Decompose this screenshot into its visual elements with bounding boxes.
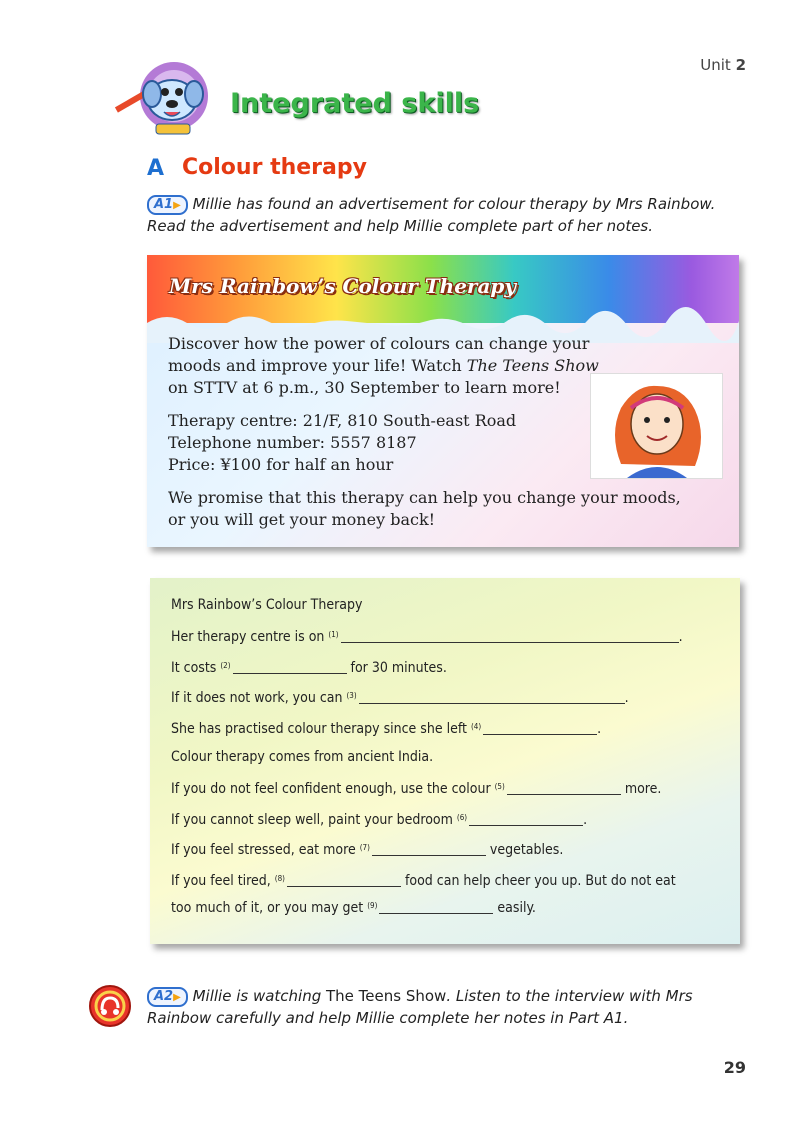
advert-intro: Discover how the power of colours can change your moods and improve your life! Watch The Teens Show on STTV at 6 p.m., 30 September to learn more!	[168, 334, 599, 397]
a2-tag: A2▶	[147, 987, 188, 1007]
unit-number: 2	[735, 56, 746, 74]
advert-promise: We promise that this therapy can help you change your moods, or you will get your money back!	[168, 488, 681, 529]
section-letter: A	[147, 156, 165, 181]
answer-blank-9[interactable]	[379, 899, 493, 914]
a2-instruction: A2▶ Millie is watching The Teens Show. Listen to the interview with Mrs Rainbow carefully and help Millie complete her notes in Part A1.	[147, 987, 693, 1027]
section-title: Colour therapy	[182, 155, 367, 180]
notes-line: If you do not feel confident enough, use the colour $^{(5)}$ more.	[171, 781, 662, 798]
notes-line: Colour therapy comes from ancient India.	[171, 748, 434, 765]
notes-line: She has practised colour therapy since she left $^{(4)}$ .	[171, 720, 602, 737]
notes-card	[150, 578, 740, 944]
listening-audio-icon[interactable]	[88, 984, 132, 1028]
advert-body	[168, 333, 681, 542]
notes-line: If it does not work, you can $^{(3)}$ .	[171, 690, 629, 707]
notes-line: If you feel tired, $^{(8)}$ food can help cheer you up. But do not eat	[171, 872, 676, 889]
answer-blank-5[interactable]	[507, 780, 621, 795]
a1-tag: A1▶	[147, 195, 188, 215]
answer-blank-4[interactable]	[483, 720, 597, 735]
answer-blank-2[interactable]	[233, 659, 347, 674]
notes-title: Mrs Rainbow’s Colour Therapy	[171, 597, 363, 613]
notes-line: If you feel stressed, eat more $^{(7)}$ vegetables.	[171, 842, 564, 859]
answer-blank-8[interactable]	[287, 872, 401, 887]
page-number: 29	[723, 1058, 746, 1077]
advert-price: Price: ¥100 for half an hour	[168, 455, 394, 474]
advertisement-card	[147, 255, 739, 547]
answer-blank-7[interactable]	[372, 841, 486, 856]
notes-line: Her therapy centre is on $^{(1)}$ .	[171, 629, 683, 646]
answer-blank-1[interactable]	[341, 628, 679, 643]
play-triangle-icon: ▶	[173, 200, 181, 211]
notes-line: It costs $^{(2)}$ for 30 minutes.	[171, 659, 447, 676]
advert-title: Mrs Rainbow’s Colour Therapy	[169, 274, 517, 298]
page-title: Integrated skills	[230, 88, 480, 119]
advert-details	[168, 410, 548, 476]
girl-illustration	[590, 373, 723, 479]
notes-line: If you cannot sleep well, paint your bedroom $^{(6)}$ .	[171, 811, 588, 828]
answer-blank-6[interactable]	[469, 811, 583, 826]
advert-phone: Telephone number: 5557 8187	[168, 433, 417, 452]
advert-centre: Therapy centre: 21/F, 810 South-east Road	[168, 411, 517, 430]
play-triangle-icon: ▶	[173, 992, 181, 1003]
notes-line: too much of it, or you may get $^{(9)}$ easily.	[171, 899, 536, 916]
mascot-dog-icon	[112, 58, 222, 138]
a1-instruction: A1▶ Millie has found an advertisement for colour therapy by Mrs Rainbow. Read the advertisement and help Millie complete part of her notes.	[147, 195, 716, 235]
unit-label: Unit 2	[700, 56, 746, 74]
answer-blank-3[interactable]	[359, 689, 625, 704]
